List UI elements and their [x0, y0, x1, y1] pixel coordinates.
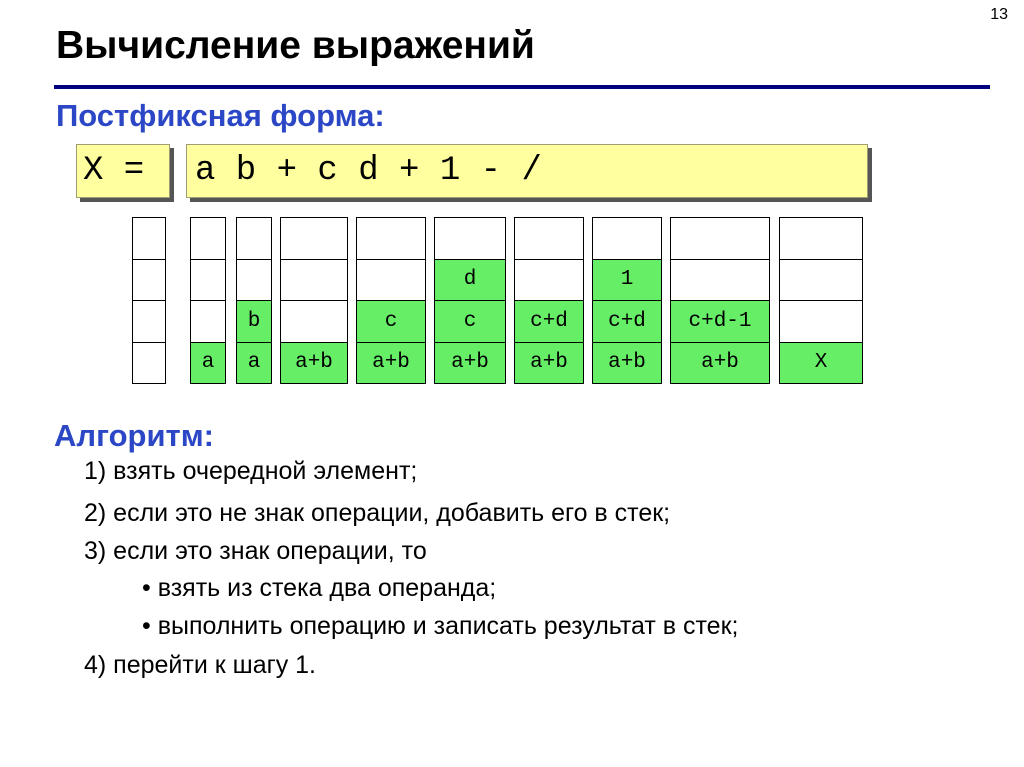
stack-cell — [236, 217, 272, 260]
algorithm-substep-1: • взять из стека два операнда; — [142, 574, 497, 602]
stack-cell: a+b — [592, 342, 662, 385]
stack-cell: d — [434, 259, 506, 302]
stack-cell: a+b — [356, 342, 426, 385]
stack-cell — [190, 300, 226, 343]
stack-cell — [132, 217, 166, 260]
stack-cell — [670, 217, 770, 260]
algorithm-heading: Алгоритм: — [54, 418, 214, 453]
stack-cell — [132, 300, 166, 343]
stack-cell: X — [779, 342, 863, 385]
stack-state-1 — [132, 217, 166, 384]
stack-cell — [280, 217, 348, 260]
stack-cell — [280, 259, 348, 302]
stack-cell — [356, 217, 426, 260]
stack-state-9 — [670, 217, 770, 384]
stack-cell — [280, 300, 348, 343]
stack-cell: a+b — [434, 342, 506, 385]
stack-cell — [514, 259, 584, 302]
stack-state-10 — [779, 217, 863, 384]
stack-state-5 — [356, 217, 426, 384]
stack-cell — [190, 217, 226, 260]
algorithm-step-3: 3) если это знак операции, то — [84, 537, 427, 565]
algorithm-step-2: 2) если это не знак операции, добавить его в стек; — [84, 499, 671, 527]
expression-postfix: a b + c d + 1 - / — [186, 144, 868, 198]
stack-cell: b — [236, 300, 272, 343]
stack-cell: a — [236, 342, 272, 385]
stack-cell — [779, 259, 863, 302]
stack-cell: a+b — [514, 342, 584, 385]
stack-cell: a — [190, 342, 226, 385]
stack-cell — [190, 259, 226, 302]
stack-cell — [132, 259, 166, 302]
stack-state-8 — [592, 217, 662, 384]
stack-cell: a+b — [280, 342, 348, 385]
stack-state-3 — [236, 217, 272, 384]
algorithm-step-1: 1) взять очередной элемент; — [84, 457, 418, 485]
subtitle: Постфиксная форма: — [56, 98, 385, 133]
stack-cell: c+d — [592, 300, 662, 343]
stack-cell: c — [356, 300, 426, 343]
stack-cell — [514, 217, 584, 260]
stack-cell: c+d — [514, 300, 584, 343]
stack-cell: c+d-1 — [670, 300, 770, 343]
stack-state-6 — [434, 217, 506, 384]
expression-result-var: X = — [76, 144, 170, 198]
stack-state-4 — [280, 217, 348, 384]
title-underline — [54, 85, 990, 89]
stack-cell — [132, 342, 166, 385]
stack-cell: a+b — [670, 342, 770, 385]
stack-cell — [434, 217, 506, 260]
stack-cell — [592, 217, 662, 260]
stack-state-7 — [514, 217, 584, 384]
stack-cell: c — [434, 300, 506, 343]
slide-title: Вычисление выражений — [56, 24, 535, 67]
stack-cell — [356, 259, 426, 302]
stack-cell — [779, 217, 863, 260]
page-number: 13 — [990, 6, 1008, 23]
stack-cell — [670, 259, 770, 302]
stack-cell: 1 — [592, 259, 662, 302]
stack-state-2 — [190, 217, 226, 384]
stack-cell — [236, 259, 272, 302]
stack-cell — [779, 300, 863, 343]
algorithm-substep-2: • выполнить операцию и записать результат в стек; — [142, 612, 739, 640]
algorithm-step-4: 4) перейти к шагу 1. — [84, 651, 317, 679]
